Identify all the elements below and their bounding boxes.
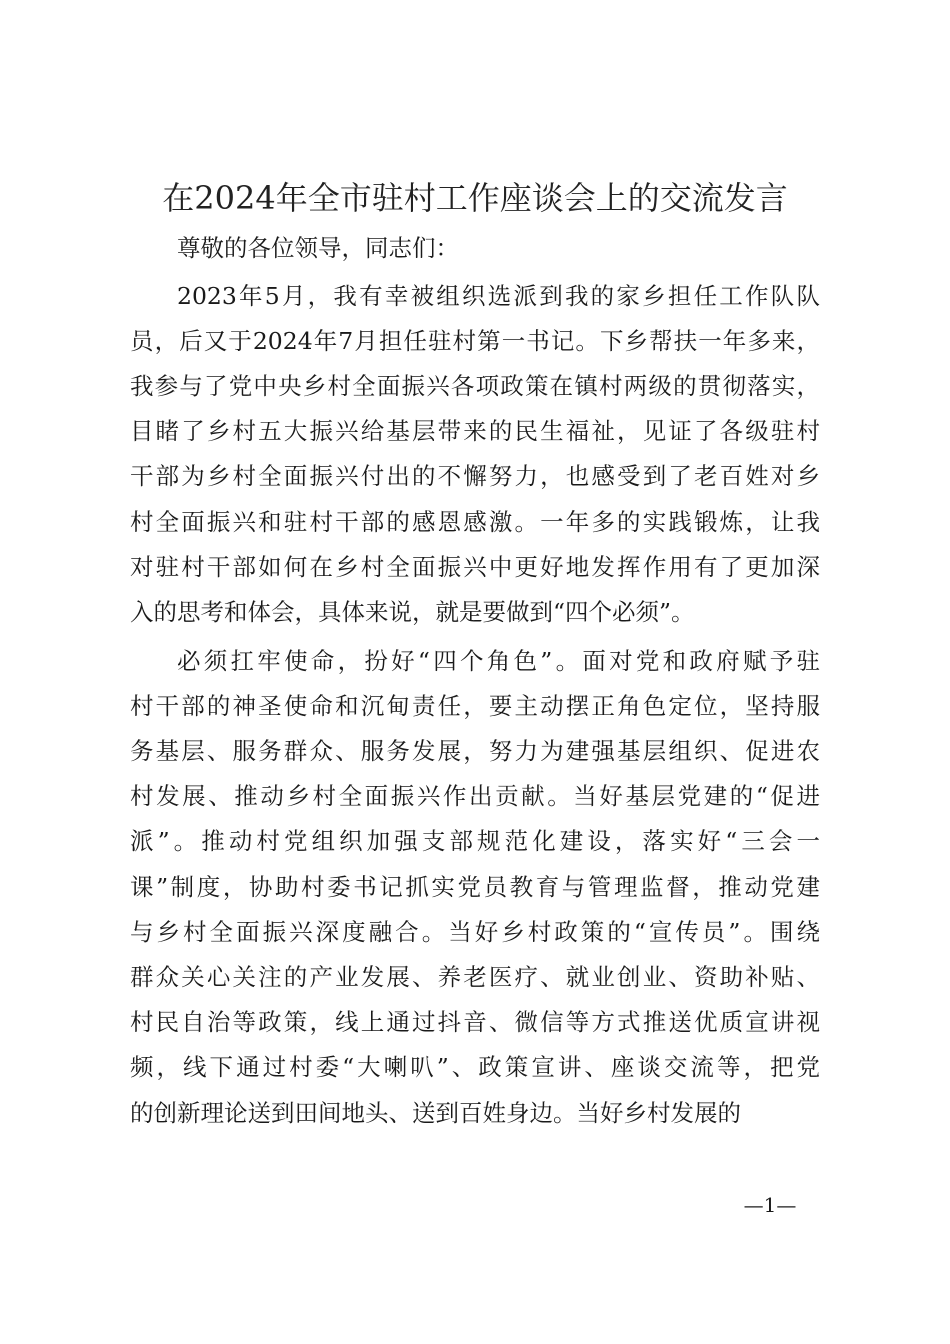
paragraph-2-line-8: 群众关心关注的产业发展、养老医疗、就业创业、资助补贴、 <box>130 963 820 991</box>
paragraph-2-line-6: 课”制度，协助村委书记抓实党员教育与管理监督，推动党建 <box>130 873 820 901</box>
paragraph-1-line-5: 干部为乡村全面振兴付出的不懈努力，也感受到了老百姓对乡 <box>130 462 820 490</box>
paragraph-2-line-1: 必须扛牢使命，扮好“四个角色”。面对党和政府赋予驻 <box>177 647 820 675</box>
paragraph-2-line-9: 村民自治等政策，线上通过抖音、微信等方式推送优质宣讲视 <box>130 1008 820 1036</box>
paragraph-2-line-11: 的创新理论送到田间地头、送到百姓身边。当好乡村发展的 <box>130 1099 741 1127</box>
page-number: —1— <box>743 1193 797 1217</box>
paragraph-2-line-7: 与乡村全面振兴深度融合。当好乡村政策的“宣传员”。围绕 <box>130 918 820 946</box>
paragraph-1-line-6: 村全面振兴和驻村干部的感恩感激。一年多的实践锻炼，让我 <box>130 508 820 536</box>
paragraph-2-line-5: 派”。推动村党组织加强支部规范化建设，落实好“三会一 <box>130 827 820 855</box>
paragraph-2-line-3: 务基层、服务群众、服务发展，努力为建强基层组织、促进农 <box>130 737 820 765</box>
paragraph-2-line-4: 村发展、推动乡村全面振兴作出贡献。当好基层党建的“促进 <box>130 782 820 810</box>
paragraph-1-line-8: 入的思考和体会，具体来说，就是要做到“四个必须”。 <box>130 598 695 626</box>
salutation: 尊敬的各位领导，同志们： <box>177 234 459 262</box>
paragraph-1-line-3: 我参与了党中央乡村全面振兴各项政策在镇村两级的贯彻落实， <box>130 372 820 400</box>
document-title: 在2024年全市驻村工作座谈会上的交流发言 <box>162 179 788 217</box>
paragraph-1-line-4: 目睹了乡村五大振兴给基层带来的民生福祉，见证了各级驻村 <box>130 417 820 445</box>
paragraph-2-line-10: 频，线下通过村委“大喇叭”、政策宣讲、座谈交流等，把党 <box>130 1053 820 1081</box>
paragraph-1-line-2: 员，后又于2024年7月担任驻村第一书记。下乡帮扶一年多来， <box>130 327 820 355</box>
paragraph-1-line-1: 2023年5月，我有幸被组织选派到我的家乡担任工作队队 <box>177 282 820 310</box>
paragraph-1-line-7: 对驻村干部如何在乡村全面振兴中更好地发挥作用有了更加深 <box>130 553 820 581</box>
paragraph-2-line-2: 村干部的神圣使命和沉甸责任，要主动摆正角色定位，坚持服 <box>130 692 820 720</box>
